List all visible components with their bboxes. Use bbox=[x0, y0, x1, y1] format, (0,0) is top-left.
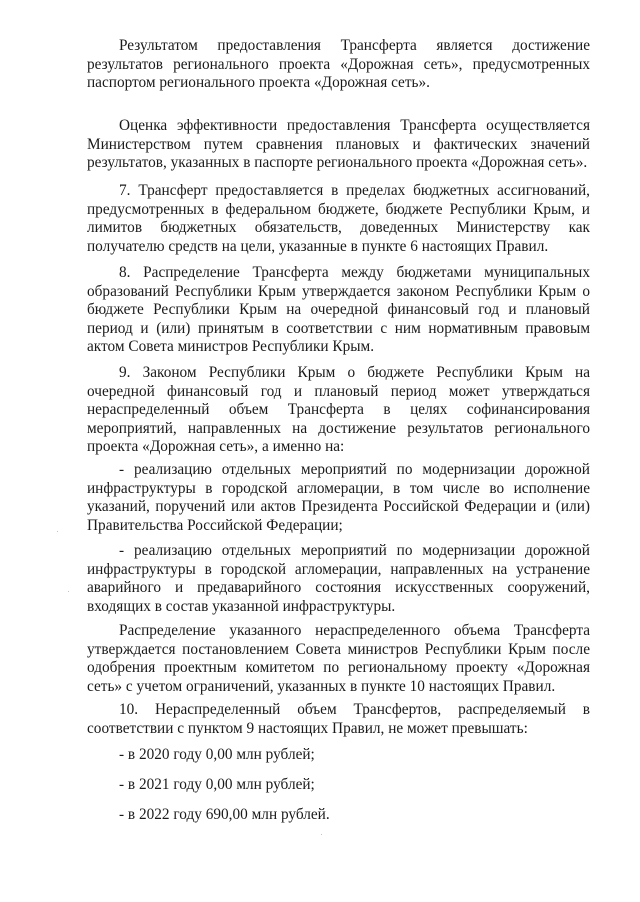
paragraph-list-item-1: - реализацию отдельных мероприятий по модернизации дорожной инфраструктуры в городской агломерации, в том числе во исполнение указаний, поручений или актов Президента Российской Федерации и (или) Правительства Российской Федерации; bbox=[87, 461, 590, 534]
scan-speck bbox=[68, 591, 69, 592]
paragraph-efficiency: Оценка эффективности предоставления Трансферта осуществляется Министерством путем сравнения плановых и фактических значений результатов, указанных в паспорте регионального проекта «Дорожная сеть». bbox=[87, 117, 590, 171]
paragraph-10: 10. Нераспределенный объем Трансфертов, распределяемый в соответствии с пунктом 9 настоящих Правил, не может превышать: bbox=[87, 701, 590, 737]
paragraph-9: 9. Законом Республики Крым о бюджете Республики Крым на очередной финансовый год и плановый период может утверждаться нераспределенный объем Трансферта в целях софинансирования мероприятий, направленных на достижение результатов регионального проекта «Дорожная сеть», а именно на: bbox=[87, 364, 590, 455]
paragraph-7: 7. Трансферт предоставляется в пределах бюджетных ассигнований, предусмотренных в федеральном бюджете, бюджете Республики Крым, и лимитов бюджетных обязательств, доведенных Министерству как получателю средств на цели, указанные в пункте 6 настоящих Правил. bbox=[87, 182, 590, 255]
paragraph-distribution: Распределение указанного нераспределенного объема Трансферта утверждается постановлением Совета министров Республики Крым после одобрения проектным комитетом по региональному проекту «Дорожная сеть» с учетом ограничений, указанных в пункте 10 настоящих Правил. bbox=[87, 622, 590, 695]
paragraph-8: 8. Распределение Трансферта между бюджетами муниципальных образований Республики Крым утверждается законом Республики Крым о бюджете Республики Крым на очередной финансовый год и плановый период и (или) принятым в соответствии с ним нормативным правовым актом Совета министров Республики Крым. bbox=[87, 264, 590, 355]
scan-speck bbox=[321, 834, 322, 835]
scan-speck bbox=[57, 531, 58, 532]
paragraph-result: Результатом предоставления Трансферта является достижение результатов регионального проекта «Дорожная сеть», предусмотренных паспортом регионального проекта «Дорожная сеть». bbox=[87, 37, 590, 91]
paragraph-list-item-2: - реализацию отдельных мероприятий по модернизации дорожной инфраструктуры в городской агломерации, направленных на устранение аварийного и предаварийного состояния искусственных сооружений, входящих в состав указанной инфраструктуры. bbox=[87, 542, 590, 615]
limit-item-2020: - в 2020 году 0,00 млн рублей; bbox=[119, 746, 315, 763]
limit-item-2021: - в 2021 году 0,00 млн рублей; bbox=[119, 776, 315, 793]
limit-item-2022: - в 2022 году 690,00 млн рублей. bbox=[119, 806, 330, 823]
